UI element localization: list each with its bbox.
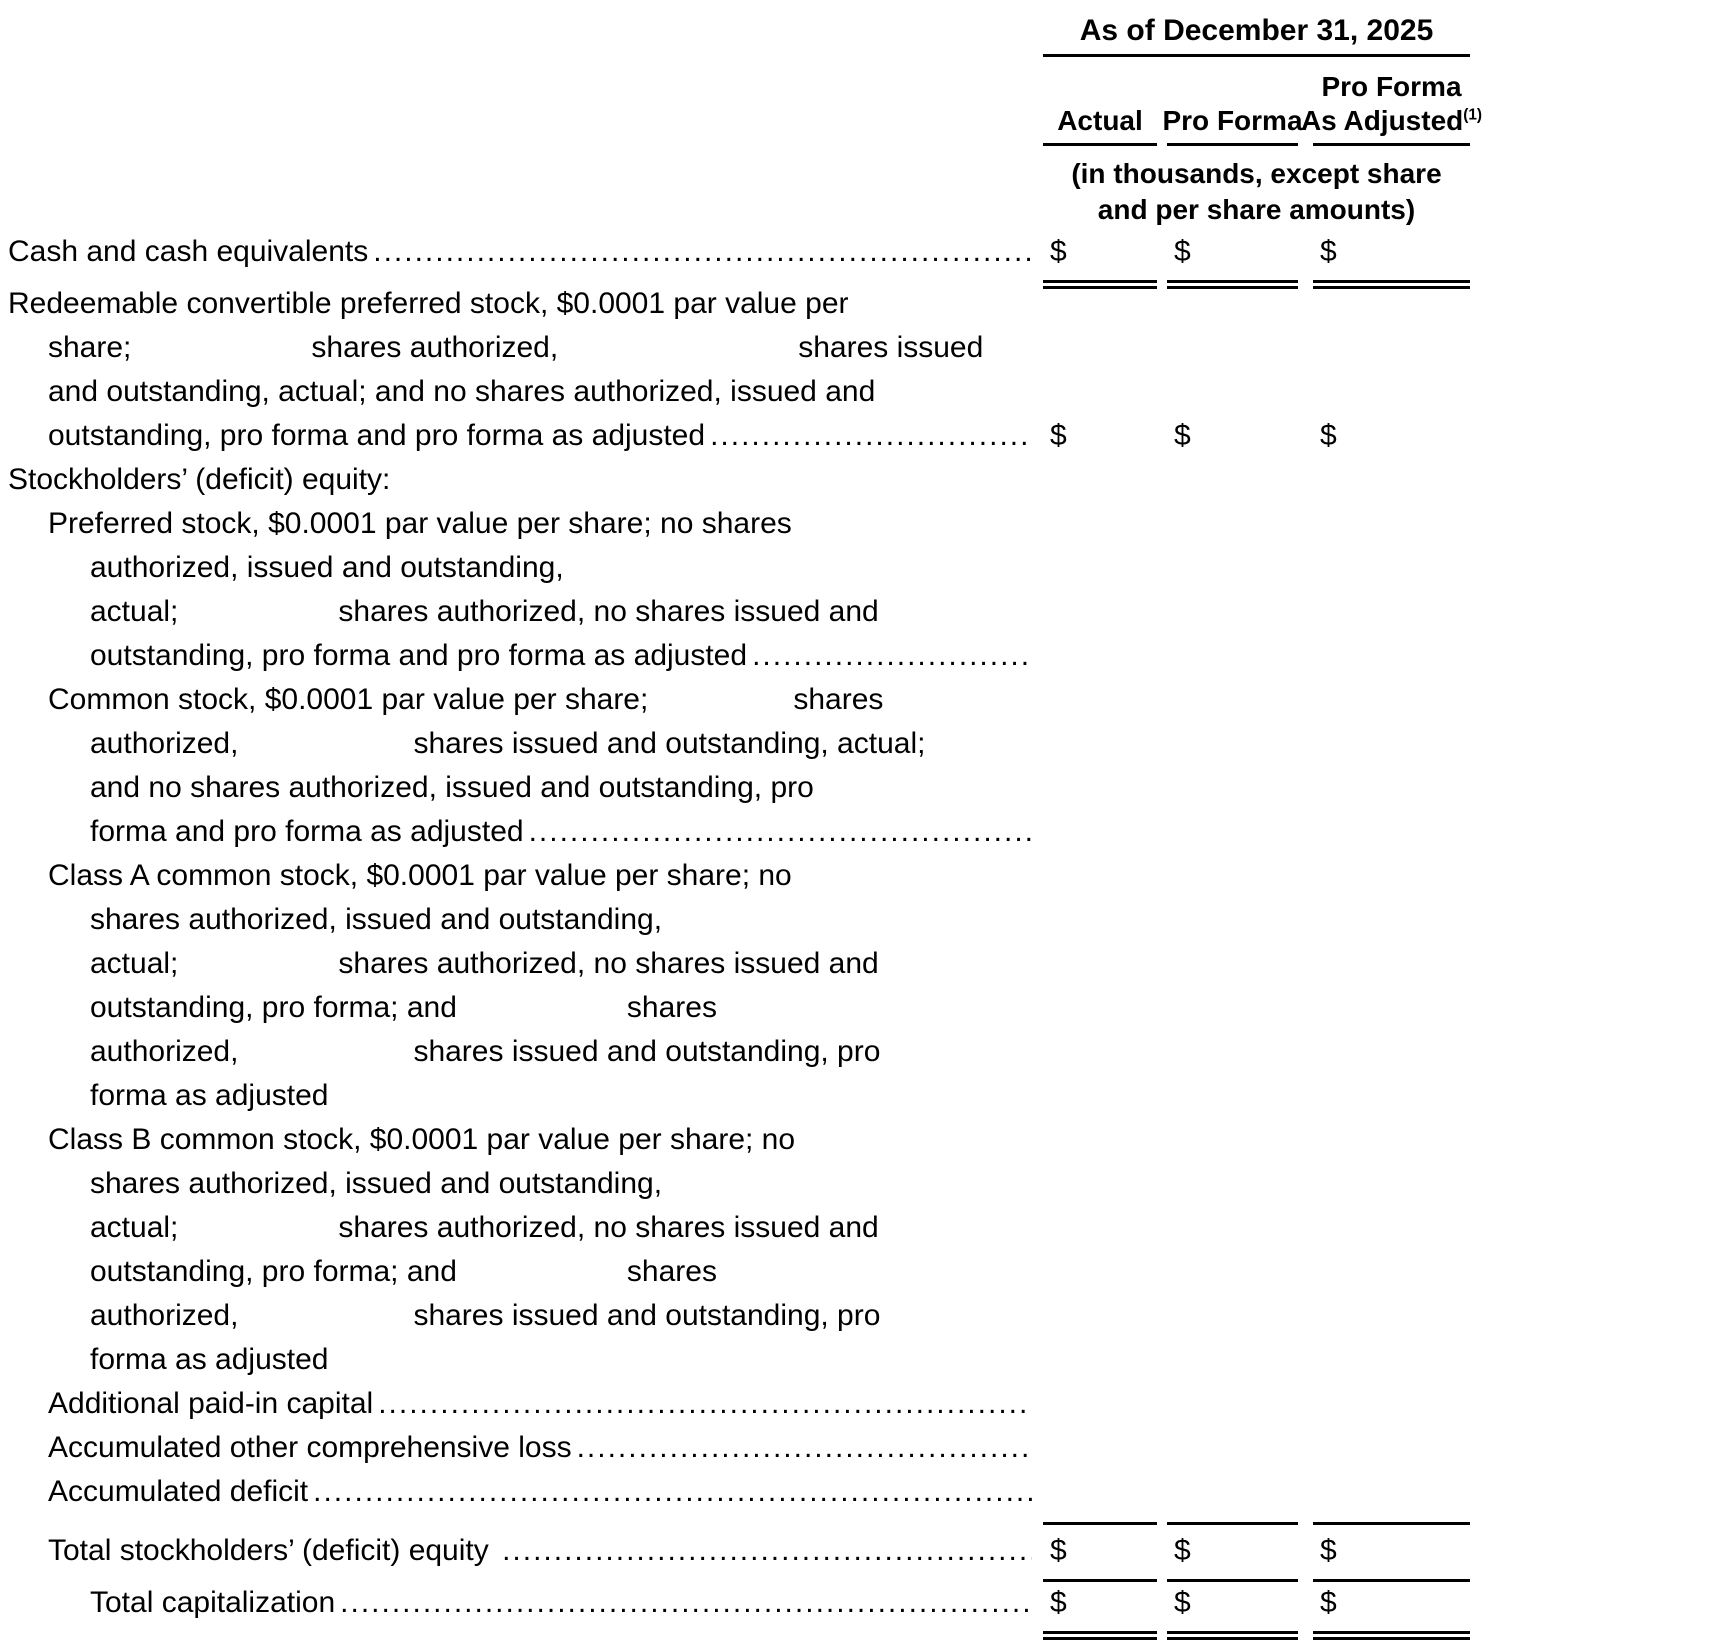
row-label-line: [0, 810, 1032, 854]
row-label-block: [0, 282, 1032, 458]
dollar-sign: $: [1320, 1586, 1337, 1619]
column-headers: [1043, 58, 1483, 146]
row-label-text: shares: [626, 991, 717, 1024]
value-cell-pro-forma: [1167, 414, 1298, 458]
additional-paid-in-capital: [0, 1382, 1720, 1426]
row-label-line: [0, 678, 1032, 722]
units-note-line-1: (in thousands, except share: [1071, 158, 1442, 189]
table-header: [0, 0, 1720, 230]
row-label-text: Accumulated other comprehensive loss: [48, 1431, 572, 1464]
row-label-block: [0, 854, 1032, 1118]
column-header-label: As Adjusted$^{(1)}$: [1300, 105, 1483, 136]
units-note-line-2: and per share amounts): [1097, 194, 1416, 225]
row-label-text: shares authorized,: [311, 331, 559, 364]
row-label-line: [0, 1206, 1032, 1250]
column-header-label: Actual: [1057, 105, 1143, 136]
footnote-superscript: (1): [1463, 106, 1483, 124]
row-label-block: [0, 1118, 1032, 1382]
row-label-line: [0, 1250, 1032, 1294]
row-label-line: [0, 414, 1032, 458]
class-b-common-stock: [0, 1118, 1720, 1382]
row-label-text: shares issued: [798, 331, 984, 364]
dollar-sign: $: [1174, 1586, 1191, 1619]
dot-leader: [577, 1426, 1032, 1470]
row-label-text: authorized, issued and outstanding,: [90, 551, 564, 584]
row-label-block: [0, 458, 1032, 502]
dollar-sign: $: [1174, 419, 1191, 452]
dot-leader: [529, 810, 1032, 854]
row-label-line: [0, 1470, 1032, 1514]
row-label-text: Accumulated deficit: [48, 1475, 309, 1508]
dollar-sign: $: [1320, 419, 1337, 452]
accumulated-deficit: [0, 1470, 1720, 1514]
row-label-line: [0, 1074, 1032, 1118]
value-cell-pro-forma-as-adjusted: [1313, 1581, 1470, 1640]
row-label-block: [0, 678, 1032, 854]
row-label-line: [0, 1118, 1032, 1162]
row-label-line: [0, 1529, 1032, 1573]
row-label-line: [0, 370, 1032, 414]
row-label-text: and no shares authorized, issued and outstanding, pro: [90, 771, 814, 804]
column-header-actual: [1043, 58, 1157, 146]
row-label-text: Common stock, $0.0001 par value per share;: [48, 683, 649, 716]
row-label-text: shares issued and outstanding, pro: [413, 1035, 881, 1068]
dot-leader: [752, 634, 1032, 678]
row-label-line: [0, 1030, 1032, 1074]
value-cell-pro-forma-as-adjusted: [1313, 414, 1470, 458]
row-label-text: shares authorized, no shares issued and: [338, 595, 879, 628]
row-label-text: outstanding, pro forma and pro forma as adjusted: [90, 639, 748, 672]
row-label-block: [0, 1426, 1032, 1470]
row-label-text: shares issued and outstanding, actual;: [413, 727, 926, 760]
row-label-block: [0, 230, 1032, 274]
row-label-text: authorized,: [90, 1299, 239, 1332]
row-label-line: [0, 282, 1032, 326]
row-label-line: [0, 1581, 1032, 1625]
value-cell-pro-forma: [1167, 230, 1298, 289]
dollar-sign: $: [1320, 235, 1337, 268]
row-label-line: [0, 546, 1032, 590]
row-label-text: actual;: [90, 947, 179, 980]
row-label-line: [0, 1294, 1032, 1338]
row-label-line: [0, 502, 1032, 546]
row-label-text: shares: [626, 1255, 717, 1288]
row-label-text: shares authorized, no shares issued and: [338, 947, 879, 980]
row-label-text: Preferred stock, $0.0001 par value per share; no shares: [48, 507, 792, 540]
row-label-line: [0, 898, 1032, 942]
row-label-text: shares issued and outstanding, pro: [413, 1299, 881, 1332]
value-cell-pro-forma: [1167, 1522, 1298, 1582]
column-header-label: Pro Forma: [1321, 71, 1462, 102]
row-label-line: [0, 458, 1032, 502]
row-label-line: [0, 1382, 1032, 1426]
row-label-text: forma and pro forma as adjusted: [90, 815, 524, 848]
capitalization-table: [0, 230, 1720, 1625]
row-label-text: Class B common stock, $0.0001 par value per share; no: [48, 1123, 796, 1156]
row-label-text: Total capitalization: [90, 1586, 336, 1619]
row-label-text: shares authorized, no shares issued and: [338, 1211, 879, 1244]
class-a-common-stock: [0, 854, 1720, 1118]
row-label-text: and outstanding, actual; and no shares authorized, issued and: [48, 375, 876, 408]
row-label-line: [0, 1338, 1032, 1382]
column-header-pro-forma-as-adjusted: [1300, 58, 1483, 146]
dollar-sign: $: [1050, 1534, 1067, 1567]
row-label-block: [0, 502, 1032, 678]
row-label-text: Total stockholders’ (deficit) equity: [48, 1534, 498, 1567]
units-note: [1043, 156, 1470, 228]
value-cell-actual: [1043, 414, 1157, 458]
row-label-text: Additional paid-in capital: [48, 1387, 374, 1420]
row-label-line: [0, 326, 1032, 370]
row-label-text: shares authorized, issued and outstanding,: [90, 1167, 663, 1200]
row-label-line: [0, 634, 1032, 678]
preferred-stock: [0, 502, 1720, 678]
dollar-sign: $: [1050, 419, 1067, 452]
dollar-sign: $: [1174, 1534, 1191, 1567]
dot-leader: [340, 1581, 1032, 1625]
row-label-line: [0, 766, 1032, 810]
dot-leader: [313, 1470, 1032, 1514]
row-label-block: [0, 1382, 1032, 1426]
row-label-text: authorized,: [90, 727, 239, 760]
period-header: As of December 31, 2025: [1043, 14, 1470, 57]
row-label-line: [0, 854, 1032, 898]
row-label-text: Redeemable convertible preferred stock, $0.0001 par value per: [8, 287, 849, 320]
common-stock: [0, 678, 1720, 854]
row-label-text: authorized,: [90, 1035, 239, 1068]
dollar-sign: $: [1320, 1534, 1337, 1567]
value-cell-pro-forma-as-adjusted: [1313, 1522, 1470, 1582]
row-label-text: outstanding, pro forma and pro forma as adjusted: [48, 419, 706, 452]
redeemable-convertible-preferred-stock: [0, 282, 1720, 458]
total-stockholders-deficit-equity: [0, 1522, 1720, 1573]
dot-leader: [710, 414, 1032, 458]
row-label-text: share;: [48, 331, 132, 364]
dot-leader: [378, 1382, 1032, 1426]
row-label-text: Class A common stock, $0.0001 par value per share; no: [48, 859, 792, 892]
value-cell-pro-forma: [1167, 1581, 1298, 1640]
row-label-text: shares authorized, issued and outstanding,: [90, 903, 663, 936]
dollar-sign: $: [1050, 1586, 1067, 1619]
row-label-line: [0, 942, 1032, 986]
row-label-line: [0, 1426, 1032, 1470]
accumulated-other-comprehensive-loss: [0, 1426, 1720, 1470]
dot-leader: [502, 1529, 1032, 1573]
row-label-text: forma as adjusted: [90, 1343, 329, 1376]
row-label-text: actual;: [90, 1211, 179, 1244]
dollar-sign: $: [1174, 235, 1191, 268]
row-label-line: [0, 722, 1032, 766]
cash-and-cash-equivalents: [0, 230, 1720, 274]
row-label-text: shares: [793, 683, 884, 716]
value-cell-actual: [1043, 1522, 1157, 1582]
dot-leader: [373, 230, 1032, 274]
value-cell-actual: [1043, 1581, 1157, 1640]
row-label-line: [0, 1162, 1032, 1206]
row-label-block: [0, 1470, 1032, 1514]
row-label-text: actual;: [90, 595, 179, 628]
row-label-text: Stockholders’ (deficit) equity:: [8, 463, 391, 496]
stockholders-deficit-equity-heading: [0, 458, 1720, 502]
dollar-sign: $: [1050, 235, 1067, 268]
value-cell-pro-forma-as-adjusted: [1313, 230, 1470, 289]
row-label-text: outstanding, pro forma; and: [90, 991, 457, 1024]
row-label-line: [0, 986, 1032, 1030]
row-label-text: forma as adjusted: [90, 1079, 329, 1112]
row-label-line: [0, 590, 1032, 634]
column-header-label: Pro Forma: [1162, 105, 1303, 136]
row-label-text: outstanding, pro forma; and: [90, 1255, 457, 1288]
row-label-line: [0, 230, 1032, 274]
row-label-block: [0, 1581, 1032, 1625]
value-cell-actual: [1043, 230, 1157, 289]
column-header-pro-forma: [1162, 58, 1303, 146]
total-capitalization: [0, 1581, 1720, 1625]
row-label-block: [0, 1529, 1032, 1573]
row-label-text: Cash and cash equivalents: [8, 235, 369, 268]
